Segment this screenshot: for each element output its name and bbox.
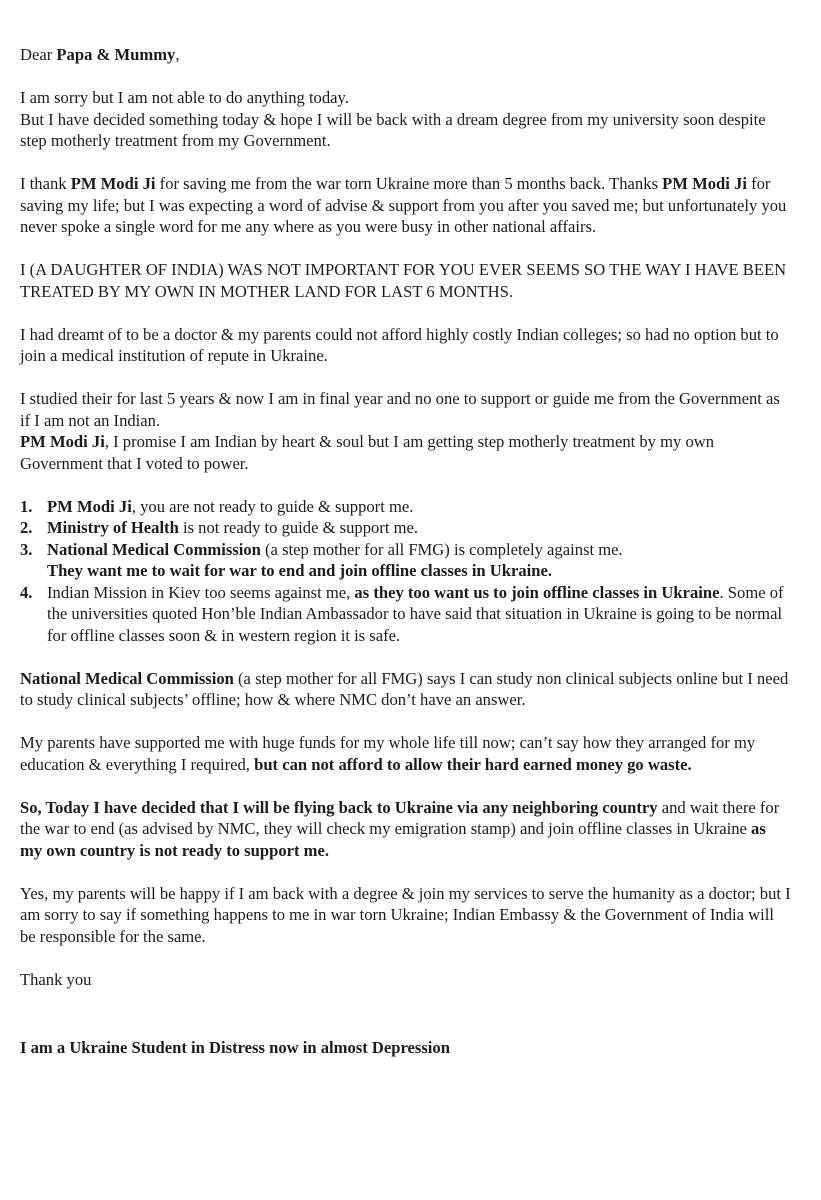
list-item-text: Indian Mission in Kiev too seems against me, [47,582,351,602]
paragraph-decision [20,797,791,862]
complaint-list [20,496,791,647]
list-item [20,539,791,582]
list-item-text: , you are not ready to guide & support me. [131,496,414,516]
paragraph-dream: I had dreamt of to be a doctor & my parents could not afford highly costly Indian colleges; so had no option but to join a medical institution of repute in Ukraine. [20,324,779,365]
list-number: 4. [20,582,33,602]
thanks-text-a: I thank [20,174,67,193]
parents-bold: but can not afford to allow their hard earned money go waste. [254,754,692,774]
parents-text: My parents have supported me with huge funds for my whole life till now; can’t say how they arranged for my education & everything I required, [20,733,756,774]
decision-bold-2: as my own country is not ready to support me. [20,819,766,860]
closing: Thank you [20,969,92,989]
apology-line-1: I am sorry but I am not able to do anything today. [20,88,349,107]
apology-line-2: But I have decided something today & hope I will be back with a dream degree from my university soon despite step motherly treatment from my Government. [20,109,766,150]
list-item-bold: Ministry of Health [47,518,179,537]
paragraph-studies [20,388,791,474]
list-item-text: is not ready to guide & support me. [178,518,419,537]
greeting-names: Papa & Mummy [56,45,176,64]
paragraph-apology [20,87,791,152]
list-item-bold: National Medical Commission [47,539,261,559]
studies-pm-name: PM Modi Ji [20,432,105,451]
nmc-text: (a step mother for all FMG) says I can study non clinical subjects online but I need to study clinical subjects’ offline; how & where NMC don’t have an answer. [20,668,789,709]
greeting [20,44,791,66]
paragraph-responsibility: Yes, my parents will be happy if I am back with a degree & join my services to serve the humanity as a doctor; but I am sorry to say if something happens to me in war torn Ukraine; Indian Embassy & the Government of India will be responsible for the same. [20,883,791,946]
thanks-text-e: for saving my life; but I was expecting a word of advise & support from you after you saved me; but unfortunately you never spoke a single word for me any where as you were busy in other national affairs. [20,174,787,236]
list-number: 3. [20,539,33,559]
list-item [20,517,791,539]
list-item-bold: as they too want us to join offline classes in Ukraine [354,582,720,602]
greeting-suffix: , [175,45,180,64]
greeting-prefix: Dear [20,45,53,64]
thanks-pm-name-1: PM Modi Ji [70,174,156,193]
thanks-text-c: for saving me from the war torn Ukraine more than 5 months back. Thanks [159,174,658,193]
paragraph-parents [20,732,791,775]
studies-line-1: I studied their for last 5 years & now I am in final year and no one to support or guide me from the Government as if I am not an Indian. [20,389,780,430]
list-item-text: (a step mother for all FMG) is completely against me. [260,539,623,559]
decision-text: and wait there for the war to end (as advised by NMC, they will check my emigration stamp) and join offline classes in Ukraine [20,797,780,838]
paragraph-thanks-pm [20,173,791,238]
decision-bold-1: So, Today I have decided that I will be flying back to Ukraine via any neighboring country [20,797,658,817]
list-item-bold-2: They want me to wait for war to end and join offline classes in Ukraine. [47,561,553,580]
list-number: 2. [20,518,33,537]
signature: I am a Ukraine Student in Distress now in almost Depression [20,1038,450,1057]
list-item [20,496,791,518]
list-item [20,582,791,647]
paragraph-nmc [20,668,791,711]
studies-line-2: , I promise I am Indian by heart & soul but I am getting step motherly treatment by my own Government that I voted to power. [20,432,715,473]
nmc-bold: National Medical Commission [20,668,234,688]
thanks-pm-name-2: PM Modi Ji [662,174,747,193]
list-number: 1. [20,496,33,516]
paragraph-daughter-of-india: I (A DAUGHTER OF INDIA) WAS NOT IMPORTANT FOR YOU EVER SEEMS SO THE WAY I HAVE BEEN TREATED BY MY OWN IN MOTHER LAND FOR LAST 6 MONTHS. [20,260,787,301]
list-item-bold: PM Modi Ji [47,496,132,516]
list-item-text-2: . Some of the universities quoted Hon’ble Indian Ambassador to have said that situation in Ukraine is going to be normal for offline classes soon & in western region it is safe. [47,582,784,645]
